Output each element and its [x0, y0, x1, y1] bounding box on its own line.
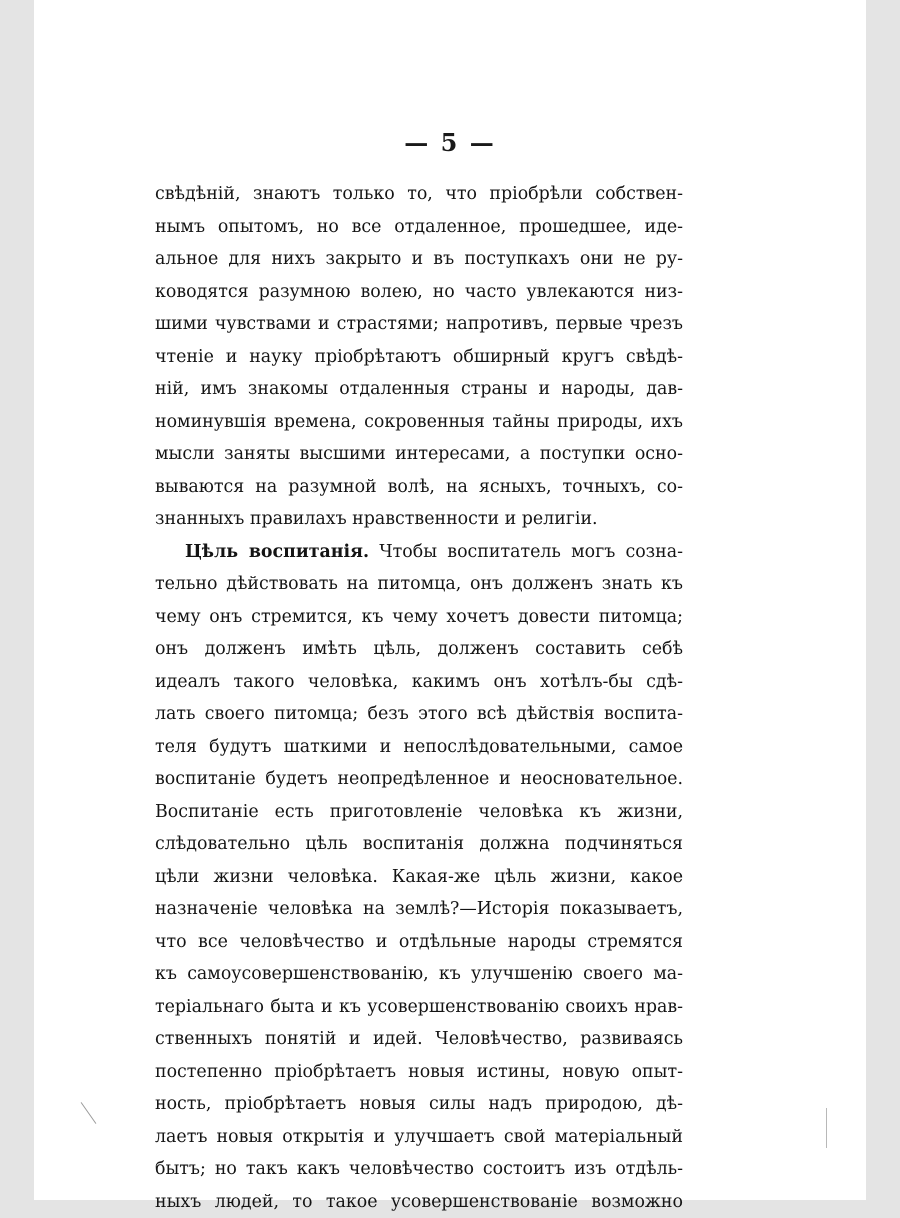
- text-line: альное для нихъ закрыто и въ поступкахъ они не ру-: [155, 243, 683, 276]
- text-line: ководятся разумною волею, но часто увлекаются низ-: [155, 276, 683, 309]
- text-line: ственныхъ понятій и идей. Человѣчество, развиваясь: [155, 1023, 683, 1056]
- text-line: слѣдовательно цѣль воспитанія должна подчиняться: [155, 828, 683, 861]
- text-line: чему онъ стремится, къ чему хочетъ довести питомца;: [155, 601, 683, 634]
- text-line: Воспитаніе есть приготовленіе человѣка къ жизни,: [155, 796, 683, 829]
- text-line: идеалъ такого человѣка, какимъ онъ хотѣлъ-бы сдѣ-: [155, 666, 683, 699]
- body-text: [155, 178, 683, 1218]
- text-line: ныхъ людей, то такое усовершенствованіе возможно: [155, 1186, 683, 1218]
- section-heading: Цѣль воспитанія.: [185, 542, 369, 562]
- text-line: онъ долженъ имѣть цѣль, долженъ составить себѣ: [155, 633, 683, 666]
- text-line-rest: Чтобы воспитатель могъ созна-: [379, 542, 683, 562]
- text-line: бытъ; но такъ какъ человѣчество состоитъ изъ отдѣль-: [155, 1153, 683, 1186]
- text-line: теріальнаго быта и къ усовершенствованію своихъ нрав-: [155, 991, 683, 1024]
- page-number: — 5 —: [0, 128, 900, 157]
- text-line: лать своего питомца; безъ этого всѣ дѣйствія воспита-: [155, 698, 683, 731]
- text-line: шими чувствами и страстями; напротивъ, первые чрезъ: [155, 308, 683, 341]
- text-line: знанныхъ правилахъ нравственности и религіи.: [155, 503, 683, 536]
- text-line: воспитаніе будетъ неопредѣленное и неосновательное.: [155, 763, 683, 796]
- text-line: ность, пріобрѣтаетъ новыя силы надъ природою, дѣ-: [155, 1088, 683, 1121]
- paragraph-first-line: [155, 536, 683, 569]
- text-line: ній, имъ знакомы отдаленныя страны и народы, дав-: [155, 373, 683, 406]
- text-line: свѣдѣній, знаютъ только то, что пріобрѣли собствен-: [155, 178, 683, 211]
- text-line: чтеніе и науку пріобрѣтаютъ обширный кругъ свѣдѣ-: [155, 341, 683, 374]
- text-line: вываются на разумной волѣ, на ясныхъ, точныхъ, со-: [155, 471, 683, 504]
- text-line: нымъ опытомъ, но все отдаленное, прошедшее, иде-: [155, 211, 683, 244]
- text-line: постепенно пріобрѣтаетъ новыя истины, новую опыт-: [155, 1056, 683, 1089]
- text-line: лаетъ новыя открытія и улучшаетъ свой матеріальный: [155, 1121, 683, 1154]
- text-line: номинувшія времена, сокровенныя тайны природы, ихъ: [155, 406, 683, 439]
- text-line: теля будутъ шаткими и непослѣдовательными, самое: [155, 731, 683, 764]
- text-line: что все человѣчество и отдѣльные народы стремятся: [155, 926, 683, 959]
- text-line: назначеніе человѣка на землѣ?—Исторія показываетъ,: [155, 893, 683, 926]
- text-line: мысли заняты высшими интересами, а поступки осно-: [155, 438, 683, 471]
- scan-mark-right: [826, 1108, 827, 1148]
- text-line: тельно дѣйствовать на питомца, онъ долженъ знать къ: [155, 568, 683, 601]
- text-line: къ самоусовершенствованію, къ улучшенію своего ма-: [155, 958, 683, 991]
- text-line: цѣли жизни человѣка. Какая-же цѣль жизни, какое: [155, 861, 683, 894]
